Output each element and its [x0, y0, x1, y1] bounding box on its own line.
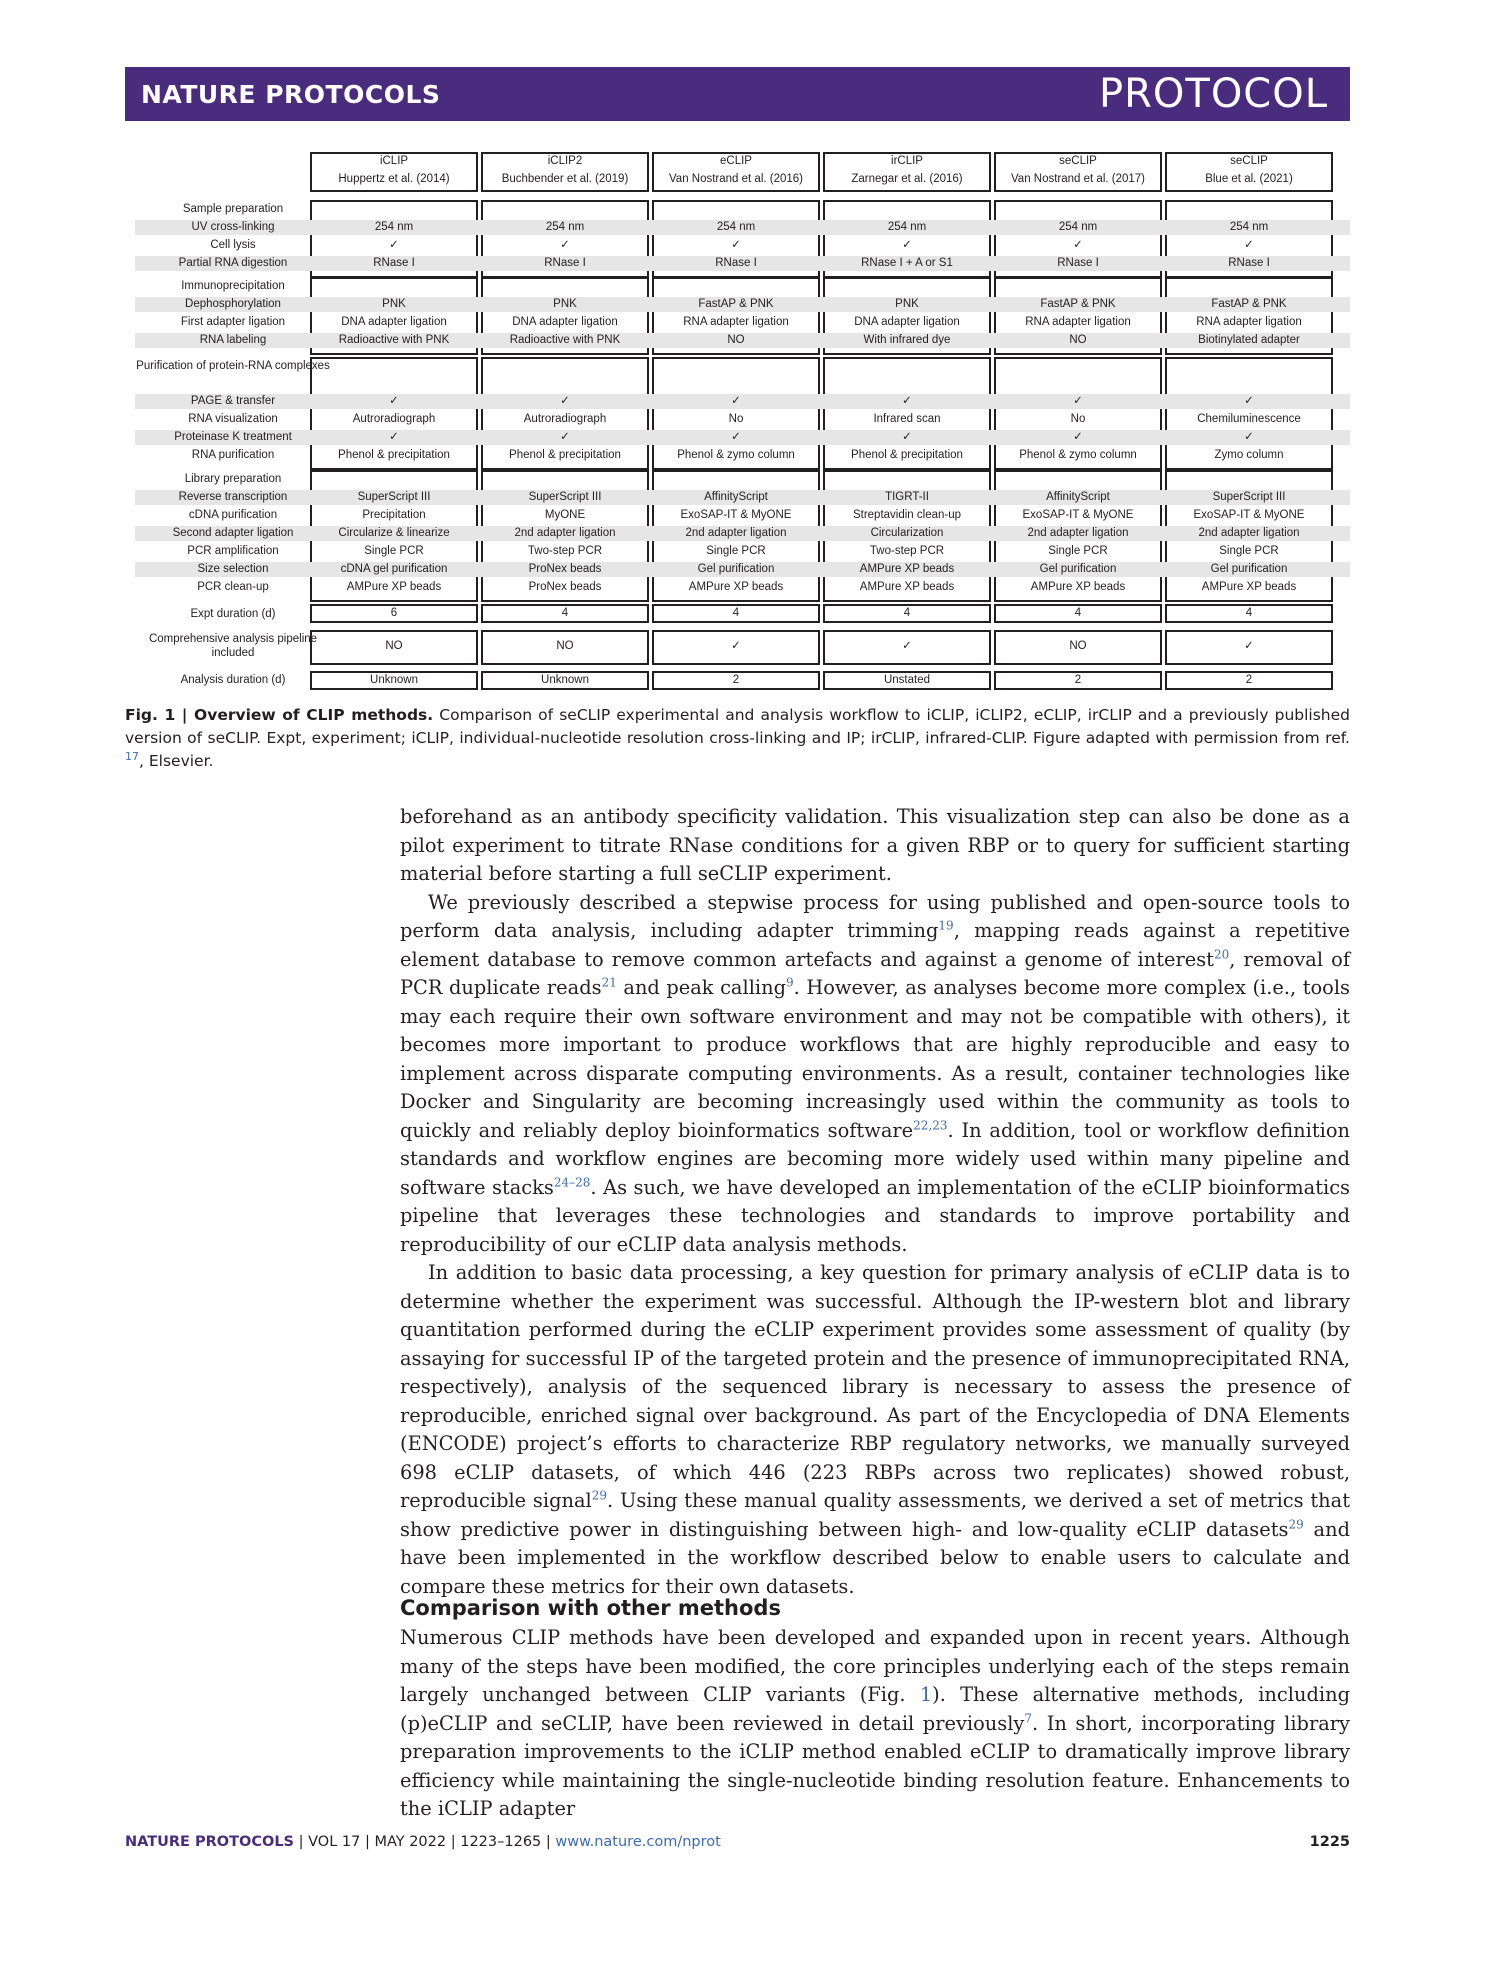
duration-value: 4	[903, 607, 911, 619]
step-value: ✓	[389, 239, 399, 251]
page-number: 1225	[1309, 1834, 1350, 1850]
step-value: ✓	[731, 239, 741, 251]
step-value: AMPure XP beads	[1201, 581, 1297, 593]
step-value: Circularization	[870, 527, 944, 539]
step-value: RNA adapter ligation	[1025, 316, 1131, 328]
method-name: iCLIP	[379, 155, 409, 167]
journal-name: NATURE PROTOCOLS	[141, 80, 441, 109]
step-label: RNA visualization	[188, 413, 278, 425]
step-value: AMPure XP beads	[346, 581, 442, 593]
step-value: MyONE	[544, 509, 586, 521]
analysis-value: Unknown	[541, 674, 589, 686]
step-value: Infrared scan	[873, 413, 941, 425]
citation-link[interactable]: 22,23	[913, 1118, 948, 1133]
step-value: PNK	[382, 298, 406, 310]
step-value: 2nd adapter ligation	[685, 527, 787, 539]
step-value: Phenol & zymo column	[1019, 449, 1137, 461]
step-value: Autroradiograph	[352, 413, 436, 425]
step-value: Autroradiograph	[523, 413, 607, 425]
method-reference: Huppertz et al. (2014)	[338, 173, 450, 185]
step-value: ✓	[1073, 239, 1083, 251]
step-value: FastAP & PNK	[698, 298, 774, 310]
step-value: RNase I	[1057, 257, 1099, 269]
step-value: RNA adapter ligation	[1196, 316, 1302, 328]
step-label: Size selection	[197, 563, 269, 575]
paragraph: In addition to basic data processing, a key question for primary analysis of eCLIP data is to determine whether the experiment was successful. Although the IP-western blot and library quantitation performed during the eCLIP experiment provides some assessment of quality (by assaying for successful IP of the targeted protein and the presence of immunoprecipitated RNA, respectively), analysis of the sequenced library is necessary to assess the presence of reproducible, enriched signal over background. As part of the Encyclopedia of DNA Elements (ENCODE) project’s efforts to characterize RBP regulatory networks, we manually surveyed 698 eCLIP datasets, of which 446 (223 RBPs across two replicates) showed robust, reproducible signal$^{29}$. Using these manual quality assessments, we derived a set of metrics that show predictive power in distinguishing between high- and low-quality eCLIP datasets$^{29}$ and have been implemented in the workflow described below to enable users to calculate and compare these metrics for their own datasets.	[400, 1261, 1350, 1598]
step-value: Streptavidin clean-up	[852, 509, 962, 521]
step-value: Radioactive with PNK	[509, 334, 621, 346]
step-label: PCR clean-up	[197, 581, 269, 593]
step-value: ProNex beads	[528, 581, 602, 593]
method-reference: Buchbender et al. (2019)	[501, 173, 629, 185]
step-value: DNA adapter ligation	[512, 316, 618, 328]
footer-url[interactable]: www.nature.com/nprot	[555, 1834, 721, 1850]
method-name: seCLIP	[1059, 155, 1097, 167]
caption-ref[interactable]: 17	[125, 749, 139, 763]
step-value: Single PCR	[706, 545, 766, 557]
step-value: RNase I	[544, 257, 586, 269]
step-value: RNase I	[715, 257, 757, 269]
citation-link[interactable]: 19	[938, 918, 954, 933]
step-value: Zymo column	[1214, 449, 1284, 461]
step-value: 254 nm	[887, 221, 927, 233]
step-value: ✓	[1073, 395, 1083, 407]
step-value: AMPure XP beads	[1030, 581, 1126, 593]
step-value: 254 nm	[374, 221, 414, 233]
step-value: Phenol & zymo column	[677, 449, 795, 461]
step-label: cDNA purification	[188, 509, 278, 521]
step-label: PCR amplification	[187, 545, 279, 557]
step-value: Phenol & precipitation	[509, 449, 621, 461]
step-value: Chemiluminescence	[1197, 413, 1301, 425]
footer-meta: | VOL 17 | MAY 2022 | 1223–1265 |	[294, 1834, 556, 1850]
step-value: ✓	[1073, 431, 1083, 443]
step-value: ✓	[1244, 395, 1254, 407]
step-label: RNA purification	[191, 449, 275, 461]
analysis-value: Unstated	[883, 674, 931, 686]
step-value: Two-step PCR	[527, 545, 603, 557]
step-value: ExoSAP-IT & MyONE	[1022, 509, 1134, 521]
step-value: ProNex beads	[528, 563, 602, 575]
pipeline-value: NO	[1069, 640, 1087, 652]
step-value: Single PCR	[1219, 545, 1279, 557]
step-value: PNK	[553, 298, 577, 310]
step-value: AffinityScript	[704, 491, 768, 503]
step-value: ✓	[560, 239, 570, 251]
step-label: Dephosphorylation	[185, 298, 281, 310]
step-value: Circularize & linearize	[338, 527, 450, 539]
step-value: DNA adapter ligation	[341, 316, 447, 328]
step-label: First adapter ligation	[180, 316, 286, 328]
analysis-value: 2	[1074, 674, 1082, 686]
caption-text-end: , Elsevier.	[139, 752, 214, 770]
step-value: ExoSAP-IT & MyONE	[1193, 509, 1305, 521]
pipeline-value: NO	[556, 640, 574, 652]
method-reference: Blue et al. (2021)	[1205, 173, 1293, 185]
pipeline-value: ✓	[1244, 640, 1254, 652]
paragraph: beforehand as an antibody specificity validation. This visualization step can also be done as a pilot experiment to titrate RNase conditions for a given RBP or to query for sufficient starting material before starting a full seCLIP experiment.	[400, 805, 1350, 885]
step-value: ✓	[902, 239, 912, 251]
method-reference: Zarnegar et al. (2016)	[851, 173, 963, 185]
citation-link[interactable]: 9	[786, 975, 794, 990]
analysis-value: Unknown	[370, 674, 418, 686]
caption-label: Fig. 1 | Overview of CLIP methods.	[125, 706, 434, 724]
figure-link[interactable]: 1	[919, 1683, 933, 1706]
journal-banner	[125, 67, 1350, 121]
group-title: Immunoprecipitation	[181, 280, 285, 292]
step-value: AMPure XP beads	[688, 581, 784, 593]
paragraph: We previously described a stepwise process for using published and open-source tools to perform data analysis, including adapter trimming$^{19}$, mapping reads against a repetitive element database to remove common artefacts and against a genome of interest$^{20}$, removal of PCR duplicate reads$^{21}$ and peak calling$^9$. However, as analyses become more complex (i.e., tools may each require their own software environment and may not be compatible with others), it becomes more important to produce workflows that are highly reproducible and easy to implement across disparate computing environments. As a result, container technologies like Docker and Singularity are becoming increasingly used within the community as tools to quickly and reliably deploy bioinformatics software$^{22,23}$. In addition, tool or workflow definition standards and workflow engines are becoming more widely used within many pipeline and software stacks$^{24-28}$. As such, we have developed an implementation of the eCLIP bioinformatics pipeline that leverages these technologies and standards to improve portability and reproducibility of our eCLIP data analysis methods.	[400, 890, 1351, 1256]
body-text-section	[400, 1624, 1350, 1824]
step-value: 2nd adapter ligation	[514, 527, 616, 539]
method-name: seCLIP	[1230, 155, 1268, 167]
step-value: 254 nm	[716, 221, 756, 233]
step-value: RNase I	[373, 257, 415, 269]
step-value: FastAP & PNK	[1211, 298, 1287, 310]
method-name: eCLIP	[720, 155, 752, 167]
page-footer	[125, 1834, 1350, 1856]
step-value: Precipitation	[362, 509, 426, 521]
step-value: Single PCR	[364, 545, 424, 557]
duration-value: 4	[1245, 607, 1253, 619]
step-value: RNase I + A or S1	[861, 257, 953, 269]
step-label: Proteinase K treatment	[174, 431, 292, 443]
step-value: AMPure XP beads	[859, 563, 955, 575]
step-value: Gel purification	[1039, 563, 1117, 575]
citation-link[interactable]: 29	[591, 1488, 608, 1503]
step-value: Phenol & precipitation	[851, 449, 963, 461]
step-label: Reverse transcription	[178, 491, 288, 503]
step-value: ExoSAP-IT & MyONE	[680, 509, 792, 521]
step-value: SuperScript III	[528, 491, 602, 503]
step-value: Phenol & precipitation	[338, 449, 450, 461]
paragraph: Numerous CLIP methods have been developed and expanded upon in recent years. Although many of the steps have been modified, the core principles underlying each of the steps remain largely unchanged between CLIP variants (Fig. 1). These alternative methods, including (p)eCLIP and seCLIP, have been reviewed in detail previously$^7$. In short, incorporating library preparation improvements to the iCLIP method enabled eCLIP to dramatically improve library efficiency while maintaining the single-nucleotide binding resolution feature. Enhancements to the iCLIP adapter	[400, 1626, 1351, 1820]
method-name: iCLIP2	[547, 155, 583, 167]
step-label: RNA labeling	[199, 334, 267, 346]
duration-value: 4	[732, 607, 740, 619]
step-value: ✓	[902, 431, 912, 443]
body-text	[400, 803, 1350, 1601]
analysis-value: 2	[1245, 674, 1253, 686]
step-value: 254 nm	[545, 221, 585, 233]
citation-link[interactable]: 24–28	[553, 1175, 591, 1190]
step-value: AffinityScript	[1046, 491, 1110, 503]
step-value: ✓	[560, 395, 570, 407]
step-label: Cell lysis	[210, 239, 256, 251]
step-label: Second adapter ligation	[172, 527, 294, 539]
step-value: Gel purification	[1210, 563, 1288, 575]
step-value: 2nd adapter ligation	[1027, 527, 1129, 539]
group-title: Sample preparation	[182, 203, 284, 215]
duration-value: 6	[390, 607, 398, 619]
step-value: NO	[727, 334, 745, 346]
step-label: UV cross-linking	[191, 221, 275, 233]
group-title: Library preparation	[184, 473, 282, 485]
pipeline-label: Comprehensive analysis pipeline included	[148, 633, 318, 659]
article-type: PROTOCOL	[1098, 71, 1328, 117]
footer-journal: NATURE PROTOCOLS	[125, 1834, 295, 1850]
citation-link[interactable]: 29	[1288, 1517, 1304, 1532]
step-value: Gel purification	[697, 563, 775, 575]
citation-link[interactable]: 20	[1213, 947, 1230, 962]
step-value: ✓	[731, 395, 741, 407]
step-value: Single PCR	[1048, 545, 1108, 557]
step-value: FastAP & PNK	[1040, 298, 1116, 310]
step-value: cDNA gel purification	[340, 563, 448, 575]
section-heading: Comparison with other methods	[400, 1596, 781, 1620]
step-value: AMPure XP beads	[859, 581, 955, 593]
step-value: Radioactive with PNK	[338, 334, 450, 346]
duration-value: 4	[561, 607, 569, 619]
step-value: No	[1070, 413, 1086, 425]
pipeline-value: ✓	[902, 640, 912, 652]
step-value: ✓	[1244, 431, 1254, 443]
step-value: ✓	[389, 431, 399, 443]
step-value: DNA adapter ligation	[854, 316, 960, 328]
step-value: Biotinylated adapter	[1198, 334, 1300, 346]
figure-caption	[125, 704, 1350, 773]
duration-label: Expt duration (d)	[190, 608, 276, 620]
method-name: irCLIP	[891, 155, 923, 167]
step-value: 254 nm	[1058, 221, 1098, 233]
step-value: ✓	[1244, 239, 1254, 251]
pipeline-value: ✓	[731, 640, 741, 652]
step-value: ✓	[560, 431, 570, 443]
step-label: PAGE & transfer	[190, 395, 276, 407]
step-value: SuperScript III	[357, 491, 431, 503]
method-reference: Van Nostrand et al. (2017)	[1010, 173, 1146, 185]
step-value: ✓	[731, 431, 741, 443]
step-value: ✓	[902, 395, 912, 407]
caption-text: Comparison of seCLIP experimental and analysis workflow to iCLIP, iCLIP2, eCLIP, irCLIP and a previously published version of seCLIP. Expt, experiment; iCLIP, individual-nucleotide resolution cross-linking and IP; irCLIP, infrared-CLIP. Figure adapted with permission from ref.	[125, 706, 1350, 747]
step-value: 2nd adapter ligation	[1198, 527, 1300, 539]
step-value: PNK	[895, 298, 919, 310]
duration-value: 4	[1074, 607, 1082, 619]
citation-link[interactable]: 21	[601, 975, 617, 990]
step-value: SuperScript III	[1212, 491, 1286, 503]
step-label: Partial RNA digestion	[178, 257, 288, 269]
step-value: With infrared dye	[863, 334, 951, 346]
citation-link[interactable]: 7	[1024, 1711, 1033, 1726]
step-value: TIGRT-II	[885, 491, 929, 503]
figure-1-table	[125, 148, 1350, 698]
analysis-label: Analysis duration (d)	[180, 674, 286, 686]
step-value: Two-step PCR	[869, 545, 945, 557]
step-value: RNase I	[1228, 257, 1270, 269]
analysis-value: 2	[732, 674, 740, 686]
step-value: 254 nm	[1229, 221, 1269, 233]
pipeline-value: NO	[385, 640, 403, 652]
step-value: ✓	[389, 395, 399, 407]
method-reference: Van Nostrand et al. (2016)	[668, 173, 804, 185]
step-value: NO	[1069, 334, 1087, 346]
step-value: RNA adapter ligation	[683, 316, 789, 328]
group-title: Purification of protein-RNA complexes	[136, 360, 330, 372]
step-value: No	[728, 413, 744, 425]
